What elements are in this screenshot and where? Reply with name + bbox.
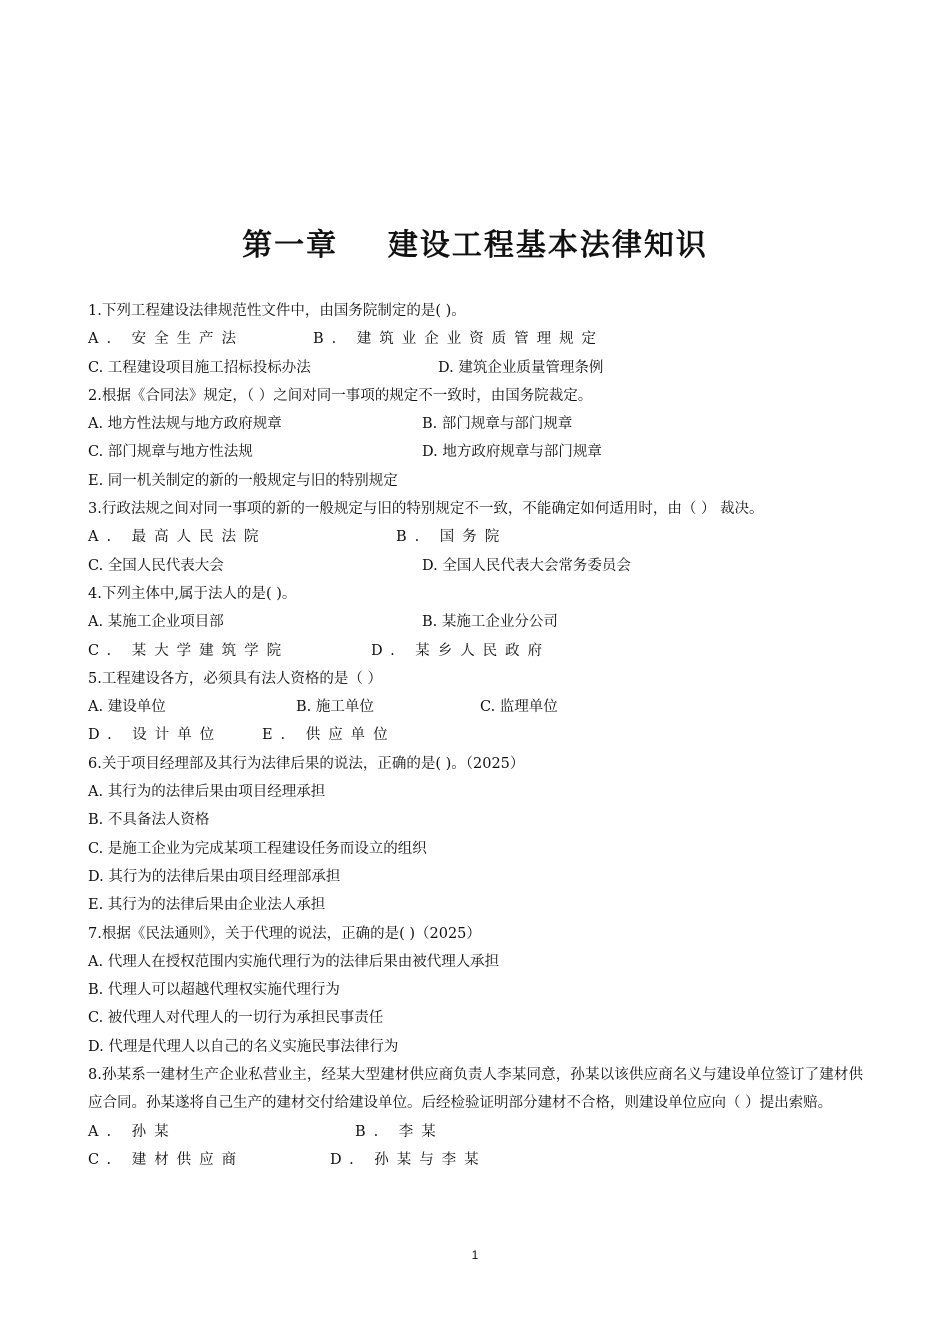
question-7-option-c: C. 被代理人对代理人的一切行为承担民事责任 [88, 1010, 384, 1027]
chapter-title: 第一章 建设工程基本法律知识 [242, 228, 708, 263]
question-5-options-de [88, 721, 863, 749]
question-6-option-d: D. 其行为的法律后果由项目经理部承担 [88, 868, 341, 885]
question-4-option-d: D. 某乡人民政府 [371, 642, 551, 659]
question-6-stem: 6.关于项目经理部及其行为法律后果的说法，正确的是( )。（2025） [88, 755, 525, 772]
question-1-option-c: C. 工程建设项目施工招标投标办法 [88, 359, 311, 376]
question-2-option-a: A. 地方性法规与地方政府规章 [88, 416, 282, 433]
page-number: 1 [471, 1248, 479, 1262]
question-2-option-d: D. 地方政府规章与部门规章 [422, 444, 602, 461]
question-2-option-e: E. 同一机关制定的新的一般规定与旧的特别规定 [88, 472, 398, 489]
question-3-option-b: B. 国务院 [396, 529, 508, 546]
question-7-option-b: B. 代理人可以超越代理权实施代理行为 [88, 982, 340, 999]
question-2-option-c: C. 部门规章与地方性法规 [88, 444, 253, 461]
question-5-option-d: D. 设计单位 [88, 727, 223, 744]
question-4-options-cd [88, 637, 863, 665]
question-2-stem: 2.根据《合同法》规定，（ ）之间对同一事项的规定不一致时，由国务院裁定。 [88, 387, 593, 404]
question-2-option-b: B. 部门规章与部门规章 [422, 416, 573, 433]
question-7-stem: 7.根据《民法通则》，关于代理的说法，正确的是( )（2025） [88, 925, 481, 942]
question-3-option-a: A. 最高人民法院 [88, 529, 267, 546]
question-1-option-b: B. 建筑业企业资质管理规定 [313, 331, 605, 348]
question-3-option-c: C. 全国人民代表大会 [88, 557, 224, 574]
question-1-option-d: D. 建筑企业质量管理条例 [438, 359, 604, 376]
question-5-options-abc [88, 693, 863, 721]
question-6-option-c: C. 是施工企业为完成某项工程建设任务而设立的组织 [88, 840, 427, 857]
question-1-options-ab [88, 325, 863, 353]
question-4-stem: 4.下列主体中,属于法人的是( )。 [88, 585, 297, 602]
question-8-option-a: A. 孙某 [88, 1123, 177, 1140]
question-1-option-a: A. 安全生产法 [88, 331, 244, 348]
question-4-option-a: A. 某施工企业项目部 [88, 614, 224, 631]
question-5-option-c: C. 监理单位 [480, 699, 558, 716]
question-8-option-b: B. 李某 [355, 1123, 444, 1140]
question-3-option-d: D. 全国人民代表大会常务委员会 [422, 557, 631, 574]
question-8-stem: 8.孙某系一建材生产企业私营业主，经某大型建材供应商负责人李某同意，孙某以该供应商名义与建设单位签订了建材供应合同。孙某遂将自己生产的建材交付给建设单位。后经检验证明部分建材不合格，则建设单位应向（ ）提出索赔。 [88, 1067, 863, 1112]
question-2-options-ab [88, 410, 863, 438]
question-3-stem: 3.行政法规之间对同一事项的新的一般规定与旧的特别规定不一致，不能确定如何适用时，由（ ） 裁决。 [88, 501, 764, 518]
question-4-options-ab [88, 608, 863, 636]
question-1-options-cd [88, 354, 863, 382]
question-7-option-a: A. 代理人在授权范围内实施代理行为的法律后果由被代理人承担 [88, 953, 500, 970]
question-5-stem: 5.工程建设各方，必须具有法人资格的是（ ） [88, 670, 382, 687]
question-3-options-cd [88, 552, 863, 580]
question-5-option-a: A. 建设单位 [88, 699, 166, 716]
question-7-option-d: D. 代理是代理人以自己的名义实施民事法律行为 [88, 1038, 399, 1055]
question-5-option-b: B. 施工单位 [296, 699, 374, 716]
question-6-option-a: A. 其行为的法律后果由项目经理承担 [88, 784, 326, 801]
question-5-option-e: E. 供应单位 [262, 727, 396, 744]
question-1-stem: 1.下列工程建设法律规范性文件中，由国务院制定的是( )。 [88, 303, 466, 319]
question-8-option-d: D. 孙某与李某 [330, 1151, 487, 1168]
question-list [88, 297, 863, 1174]
question-4-option-c: C. 某大学建筑学院 [88, 642, 290, 659]
question-8-options-cd [88, 1146, 863, 1174]
question-8-option-c: C. 建材供应商 [88, 1151, 245, 1168]
question-8-options-ab [88, 1118, 863, 1146]
question-6-option-e: E. 其行为的法律后果由企业法人承担 [88, 897, 326, 914]
question-2-options-cd [88, 438, 863, 466]
question-4-option-b: B. 某施工企业分公司 [422, 614, 558, 631]
question-3-options-ab [88, 523, 863, 551]
question-6-option-b: B. 不具备法人资格 [88, 812, 210, 829]
